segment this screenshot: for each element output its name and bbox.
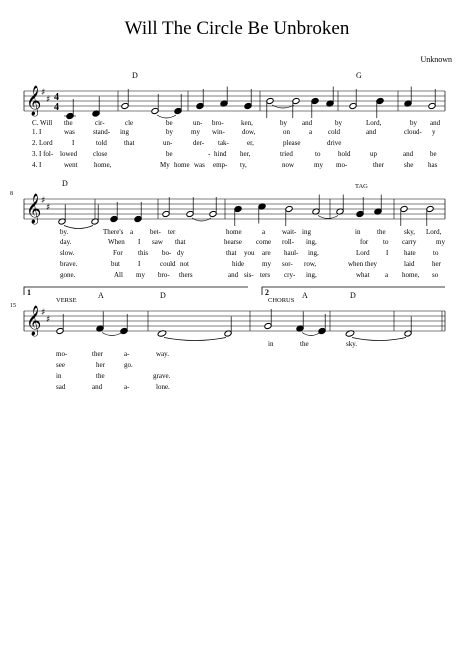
note-head [264, 322, 272, 329]
lyric-syllable: dow, [242, 128, 256, 136]
lyric-syllable: home [226, 228, 242, 236]
lyric-syllable: mo- [56, 350, 68, 358]
lyric-syllable: they [365, 260, 378, 268]
lyric-syllable: a- [124, 350, 130, 358]
rehearsal-mark: CHORUS [268, 297, 295, 304]
lyric-syllable: a [262, 228, 266, 236]
lyric-syllable: der- [193, 139, 205, 147]
lyric-syllable: slow. [60, 249, 75, 257]
lyric-syllable: in [56, 372, 62, 380]
lyric-syllable: her, [240, 150, 251, 158]
lyric-syllable: now [282, 161, 295, 169]
lyric-syllable: ing, [306, 238, 317, 246]
lyric-syllable: what [356, 271, 370, 279]
lyric-syllable: that [124, 139, 135, 147]
lyric-syllable: a [385, 271, 389, 279]
lyric-syllable: her [96, 361, 105, 369]
lyric-syllable: could [160, 260, 176, 268]
lyric-line-5 [60, 271, 439, 279]
lyric-syllable: and [228, 271, 239, 279]
lyric-line-1 [268, 340, 357, 348]
lyric-syllable: on [283, 128, 290, 136]
note-head [174, 107, 182, 114]
lyric-syllable: Lord, [426, 228, 442, 236]
lyric-syllable: my [436, 238, 445, 246]
lyric-syllable: for [360, 238, 369, 246]
note-head [376, 97, 384, 104]
lyric-syllable: win- [212, 128, 225, 136]
lyric-syllable: not [180, 260, 189, 268]
lyric-syllable: 2. Lord [32, 139, 53, 147]
sharp-icon: ♯ [41, 308, 46, 318]
lyric-syllable: so [432, 271, 439, 279]
lyric-syllable: home, [402, 271, 420, 279]
note-head [311, 97, 319, 104]
song-title: Will The Circle Be Unbroken [124, 18, 350, 39]
lyric-syllable: cloud- [404, 128, 422, 136]
note-head [121, 102, 129, 109]
lyric-line-5 [32, 161, 438, 169]
measure-number: 8 [10, 191, 13, 197]
lyric-syllable: you [244, 249, 255, 257]
lyric-syllable: be [166, 119, 173, 127]
lyric-syllable: was [64, 128, 75, 136]
lyric-syllable: ken, [241, 119, 253, 127]
lyric-line-3 [60, 249, 439, 257]
note-head [162, 210, 170, 217]
lyric-syllable: this [138, 249, 149, 257]
lyric-syllable: saw [152, 238, 163, 246]
lyric-line-4 [60, 260, 442, 268]
lyric-syllable: are [262, 249, 271, 257]
tie [102, 333, 122, 336]
chord-symbol: D [350, 291, 356, 300]
lyric-syllable: be [166, 150, 173, 158]
rehearsal-mark: TAG [355, 183, 368, 190]
lyric-syllable: she [404, 161, 414, 169]
lyric-syllable: cle [125, 119, 134, 127]
lyric-syllable: to [433, 249, 439, 257]
lyric-syllable: tak- [218, 139, 229, 147]
lyric-syllable: cry- [284, 271, 296, 279]
tie [272, 105, 294, 108]
lyric-syllable: C. Will [32, 119, 53, 127]
lyric-line-3 [56, 361, 133, 369]
lyric-syllable: hide [232, 260, 245, 268]
note-head [318, 327, 326, 334]
lyric-syllable: by [280, 119, 287, 127]
lyric-line-1 [60, 228, 442, 236]
lyric-syllable: mo- [336, 161, 348, 169]
lyric-syllable: ter [168, 228, 176, 236]
lyric-syllable: ing [120, 128, 129, 136]
lyric-syllable: sad [56, 383, 66, 391]
lyric-syllable: told [96, 139, 107, 147]
lyric-syllable: the [377, 228, 386, 236]
lyric-syllable: hearse [224, 238, 242, 246]
lyric-syllable: ing, [306, 271, 317, 279]
lyric-syllable: For [113, 249, 123, 257]
lyric-syllable: sky, [404, 228, 416, 236]
lyric-syllable: y [432, 128, 436, 136]
lyric-syllable: her [432, 260, 441, 268]
lyric-syllable: I [386, 249, 389, 257]
lyric-syllable: the [64, 119, 73, 127]
lyric-syllable: row, [304, 260, 317, 268]
lyric-syllable: emp- [213, 161, 228, 169]
lyric-line-4 [32, 150, 437, 158]
lyric-syllable: Lord, [366, 119, 382, 127]
treble-clef-icon: 𝄞 [26, 306, 42, 336]
sharp-icon: ♯ [41, 196, 46, 206]
lyric-syllable: - [208, 150, 211, 158]
measure-number: 15 [10, 303, 16, 309]
chord-symbol: D [160, 291, 166, 300]
lyric-syllable: grave. [153, 372, 171, 380]
note-head [266, 97, 274, 104]
ending-number: 1 [27, 288, 31, 297]
tie [318, 216, 338, 219]
lyric-syllable: by [410, 119, 417, 127]
lyric-line-1 [32, 119, 441, 127]
lyric-syllable: ther [92, 350, 103, 358]
lyric-syllable: to [315, 150, 321, 158]
lyric-syllable: went [64, 161, 78, 169]
tie [157, 115, 176, 118]
note-head [209, 210, 217, 217]
lyric-syllable: when [348, 260, 364, 268]
lyric-syllable: a [130, 228, 134, 236]
lyric-syllable: close [93, 150, 108, 158]
lyric-syllable: ther [373, 161, 384, 169]
composer-credit: Unknown [420, 55, 452, 64]
treble-clef-icon: 𝄞 [26, 86, 42, 116]
time-signature-bottom: 4 [54, 102, 59, 113]
lyric-syllable: and [366, 128, 377, 136]
note-head [285, 205, 293, 212]
lyric-syllable: up [370, 150, 377, 158]
lyric-syllable: thers [179, 271, 193, 279]
note-head [292, 97, 300, 104]
lyric-syllable: 4. I [32, 161, 42, 169]
lyric-syllable: dy [177, 249, 184, 257]
lyric-syllable: un- [193, 119, 203, 127]
tie [302, 333, 320, 336]
lyric-syllable: a [309, 128, 313, 136]
lyric-syllable: sor- [282, 260, 293, 268]
lyric-syllable: When [108, 238, 125, 246]
lyric-syllable: way. [156, 350, 169, 358]
tie [64, 226, 93, 229]
lyric-syllable: see [56, 361, 65, 369]
lyric-syllable: cir- [95, 119, 105, 127]
note-head [428, 102, 436, 109]
treble-clef-icon: 𝄞 [26, 194, 42, 224]
lyric-syllable: my [262, 260, 271, 268]
lyric-syllable: by [335, 119, 342, 127]
lyric-syllable: and [403, 150, 414, 158]
lyric-syllable: bro- [158, 271, 170, 279]
lyric-syllable: be [430, 150, 437, 158]
staff-3 [24, 305, 445, 337]
lyric-syllable: sis- [244, 271, 254, 279]
lyric-syllable: home, [94, 161, 112, 169]
lyric-syllable: stand- [93, 128, 111, 136]
note-head [120, 327, 128, 334]
sharp-icon: ♯ [46, 95, 51, 105]
lyric-syllable: go. [124, 361, 133, 369]
note-head [134, 215, 142, 222]
note-head [186, 210, 194, 217]
chord-symbol: D [62, 179, 68, 188]
lyric-syllable: and [92, 383, 103, 391]
lyric-syllable: ty, [240, 161, 247, 169]
lyric-syllable: haul- [284, 249, 299, 257]
note-head [110, 215, 118, 222]
lyric-line-2 [56, 350, 169, 358]
lyric-line-3 [32, 139, 341, 147]
note-head [151, 107, 159, 114]
ending-bracket [24, 287, 248, 295]
lyric-syllable: bet- [150, 228, 161, 236]
lyric-syllable: hind [214, 150, 227, 158]
lyric-syllable: brave. [60, 260, 78, 268]
lyric-syllable: a- [124, 383, 130, 391]
tie [164, 338, 226, 341]
tie [192, 218, 211, 221]
lyric-syllable: ters [260, 271, 271, 279]
lyric-syllable: All [114, 271, 123, 279]
chord-symbol: G [356, 71, 362, 80]
lyric-line-2 [32, 128, 436, 136]
tie [352, 338, 406, 341]
sharp-icon: ♯ [46, 203, 51, 213]
note-head [426, 205, 434, 212]
lyric-syllable: There's [103, 228, 124, 236]
lyric-syllable: the [96, 372, 105, 380]
lyric-syllable: sky. [346, 340, 358, 348]
note-head [196, 102, 204, 109]
lyric-syllable: hate [404, 249, 416, 257]
chord-symbol: A [302, 291, 308, 300]
lyric-syllable: ing, [308, 249, 319, 257]
lyric-syllable: in [355, 228, 361, 236]
lyric-line-2 [60, 238, 445, 246]
lyric-syllable: My [160, 161, 170, 169]
rehearsal-mark: VERSE [56, 297, 77, 304]
lyric-syllable: has [428, 161, 438, 169]
text-layer [10, 71, 445, 391]
lyric-syllable: by [166, 128, 173, 136]
lyric-syllable: in [268, 340, 274, 348]
lyric-syllable: I [72, 139, 75, 147]
lyric-syllable: but [111, 260, 120, 268]
lyric-syllable: tried [280, 150, 293, 158]
sharp-icon: ♯ [41, 88, 46, 98]
lyric-syllable: and [430, 119, 441, 127]
lyric-syllable: 3. I fol- [32, 150, 54, 158]
lyric-syllable: wait- [282, 228, 297, 236]
lyric-syllable: roll- [282, 238, 295, 246]
lyric-syllable: gone. [60, 271, 76, 279]
lyric-syllable: that [175, 238, 186, 246]
lyric-syllable: drive [327, 139, 342, 147]
lyric-syllable: bro- [212, 119, 224, 127]
lyric-syllable: and [302, 119, 313, 127]
sharp-icon: ♯ [46, 315, 51, 325]
lyric-syllable: was [194, 161, 205, 169]
lyric-syllable: hold [338, 150, 351, 158]
lyric-syllable: I [138, 238, 141, 246]
note-head [349, 102, 357, 109]
lyric-syllable: cold [328, 128, 341, 136]
lyric-syllable: home [174, 161, 190, 169]
note-head [244, 102, 252, 109]
note-head [400, 205, 408, 212]
lyric-line-5 [56, 383, 170, 391]
lyric-syllable: my [314, 161, 323, 169]
lyric-syllable: 1. I [32, 128, 42, 136]
chord-symbol: D [132, 71, 138, 80]
lyric-syllable: the [300, 340, 309, 348]
lyric-syllable: please [283, 139, 301, 147]
lyric-syllable: ing [302, 228, 311, 236]
note-head [56, 327, 64, 334]
lyric-syllable: er, [247, 139, 254, 147]
lyric-syllable: my [136, 271, 145, 279]
lyric-syllable: Lord [356, 249, 370, 257]
lyric-syllable: I [138, 260, 141, 268]
lyric-syllable: day. [60, 238, 72, 246]
notes-layer [24, 87, 445, 341]
chord-symbol: A [98, 291, 104, 300]
lyric-syllable: lowed [60, 150, 78, 158]
lyric-syllable: bo- [162, 249, 172, 257]
lyric-syllable: that [226, 249, 237, 257]
time-signature-top: 4 [54, 92, 59, 103]
lyric-syllable: to [383, 238, 389, 246]
lyric-syllable: lone. [156, 383, 170, 391]
lyric-syllable: my [191, 128, 200, 136]
lyric-syllable: un- [163, 139, 173, 147]
lyric-syllable: by. [60, 228, 69, 236]
note-head [356, 210, 364, 217]
ending-number: 2 [265, 288, 269, 297]
lyric-syllable: laid [404, 260, 415, 268]
lyric-syllable: come [256, 238, 272, 246]
lyric-syllable: carry [402, 238, 417, 246]
lyric-line-4 [56, 372, 171, 380]
note-head [234, 205, 242, 212]
